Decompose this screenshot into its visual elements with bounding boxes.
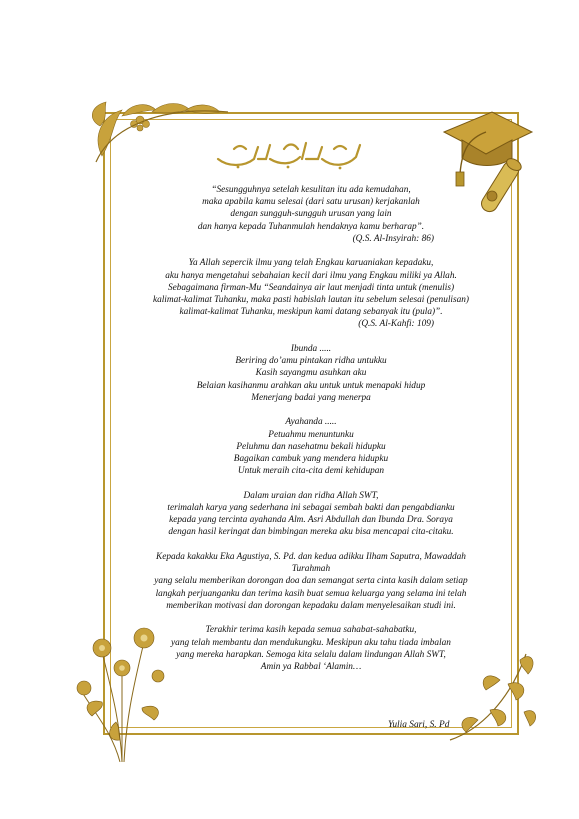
- poem-line: Belaian kasihanmu arahkan aku untuk untuk menapaki hidup: [196, 380, 426, 391]
- dedication-page-content: [118, 184, 504, 686]
- poem-line: Petuahmu menuntunku: [268, 429, 354, 440]
- author-signature: Yulia Sari, S. Pd: [388, 720, 450, 730]
- dedication-line: kepada yang tercinta ayahanda Alm. Asri Abdullah dan Ibunda Dra. Soraya: [169, 515, 453, 526]
- dedication-line: Amin ya Rabbal ‘Alamin…: [260, 662, 362, 673]
- poem-line: Menerjang badai yang menerpa: [251, 392, 371, 403]
- dedication-line: yang selalu memberikan dorongan doa dan semangat serta cinta kasih dalam setiap: [154, 576, 468, 587]
- quote-line: dan hanya kepada Tuhanmulah hendaknya kamu berharap”.: [197, 221, 425, 232]
- dedication-line: memberikan motivasi dan dorongan kepadaku dalam menyelesaikan studi ini.: [166, 600, 456, 611]
- poem-line: Ibunda .....: [290, 344, 332, 355]
- quote-line: kalimat-kalimat Tuhanku, maka pasti habislah lautan itu sebelum selesai (penulisan): [152, 295, 470, 306]
- quote-line: kalimat-kalimat Tuhanku, meskipun kami datang sebanyak itu (pula)”.: [179, 307, 443, 318]
- poem-line: Bagaikan cambuk yang mendera hidupku: [233, 454, 389, 465]
- quote-line: aku hanya mengetahui sebahaian kecil dari ilmu yang Engkau miliki ya Allah.: [165, 270, 457, 281]
- poem-line: Kasih sayangmu asuhkan aku: [255, 368, 367, 379]
- poem-line: Peluhmu dan nasehatmu bekali hidupku: [236, 441, 386, 452]
- dedication-line: Terakhir terima kasih kepada semua sahabat-sahabatku,: [205, 625, 417, 636]
- dedication-line: Kepada kakakku Eka Agustiya, S. Pd. dan kedua adikku Ilham Saputra, Mawaddah: [156, 552, 466, 563]
- basmalah-calligraphy-icon: [214, 137, 364, 171]
- quote-reference: (Q.S. Al-Kahfi: 109): [358, 319, 434, 330]
- dedication-line: Dalam uraian dan ridha Allah SWT,: [243, 490, 379, 501]
- dedication-friends: [118, 624, 504, 673]
- dedication-siblings: [118, 551, 504, 612]
- poem-line: Beriring do’amu pintakan ridha untukku: [235, 356, 387, 367]
- quote-al-insyirah: [118, 184, 504, 245]
- poem-line: Untuk meraih cita-cita demi kehidupan: [237, 466, 385, 477]
- quote-line: maka apabila kamu selesai (dari satu urusan) kerjakanlah: [202, 197, 420, 208]
- dedication-line: terimalah karya yang sederhana ini sebagai sembah bakti dan pengabdianku: [167, 503, 455, 514]
- poem-mother: [118, 343, 504, 404]
- vine-leaves-icon: [82, 96, 232, 166]
- dedication-parents: [118, 490, 504, 539]
- quote-line: dengan sungguh-sungguh urusan yang lain: [230, 209, 392, 220]
- dedication-line: dengan hasil keringat dan bimbingan mereka aku bisa mencapai cita-citaku.: [168, 527, 454, 538]
- poem-line: Ayahanda .....: [285, 417, 337, 428]
- dedication-line: Turahmah: [291, 564, 331, 575]
- quote-al-kahfi: [118, 257, 504, 330]
- quote-line: “Sesungguhnya setelah kesulitan itu ada kemudahan,: [211, 185, 411, 195]
- dedication-line: yang telah membantu dan mendukungku. Meskipun aku tahu tiada imbalan: [171, 637, 451, 648]
- poem-father: [118, 416, 504, 477]
- quote-reference: (Q.S. Al-Insyirah: 86): [352, 233, 434, 244]
- quote-line: Ya Allah sepercik ilmu yang telah Engkau karuaniakan kepadaku,: [188, 258, 434, 269]
- dedication-line: yang mereka harapkan. Semoga kita selalu dalam lindungan Allah SWT,: [176, 649, 446, 660]
- quote-line: Sebagaimana firman-Mu “Seandainya air laut menjadi tinta untuk (menulis): [167, 282, 455, 293]
- dedication-line: langkah perjuanganku dan terima kasih buat semua keluarga yang selama ini telah: [155, 588, 467, 599]
